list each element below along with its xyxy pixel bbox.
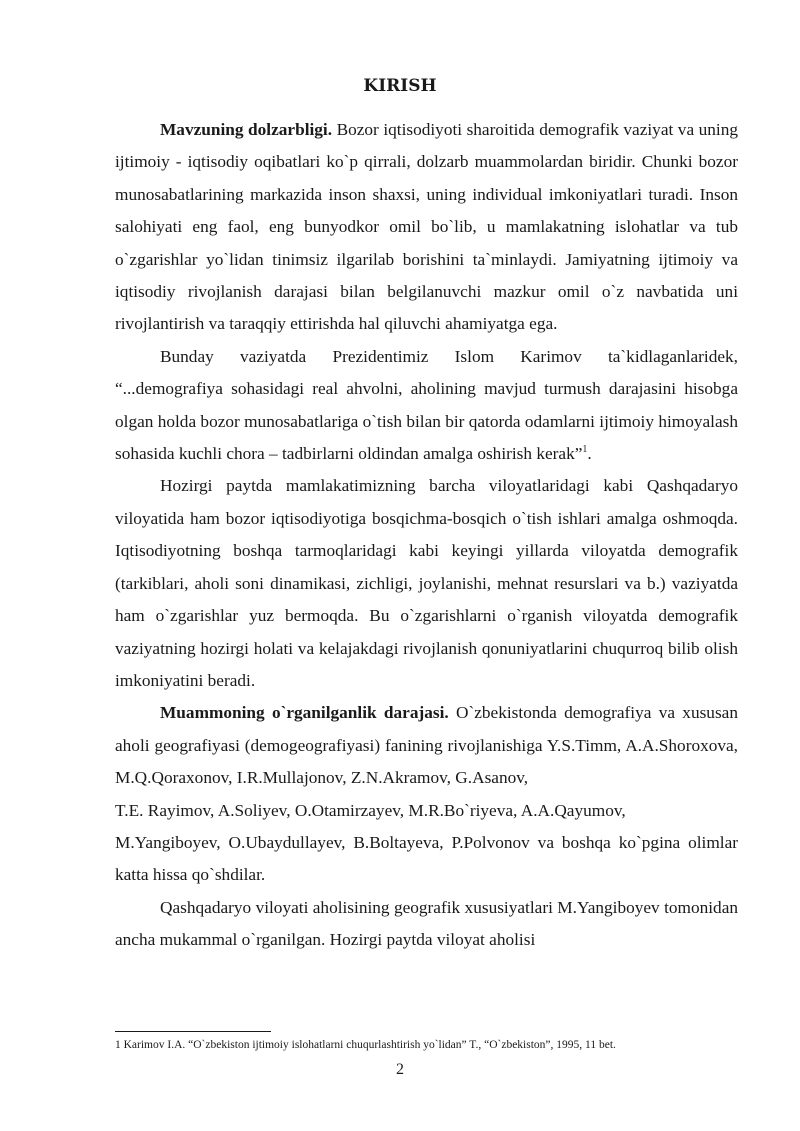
paragraph-line: M.Yangiboyev, O.Ubaydullayev, B.Boltayeva, P.Polvonov va boshqa ko`pgina olimlar katta hissa qo`shdilar. (115, 832, 738, 885)
paragraph-text: Bozor iqtisodiyoti sharoitida demografik vaziyat va uning ijtimoiy - iqtisodiy oqibatlari ko`p qirrali, dolzarb muammolardan biridir. Chunki bozor munosabatlarining markazida inson shaxsi, uning individual imkoniyatlari turadi. Inson salohiyati eng faol, eng bunyodkor omil bo`lib, u mamlakatning islohatlar va tub o`zgarishlar yo`lidan tinimsiz ilgarilab borishini ta`minlaydi. Jamiyatning ijtimoiy va iqtisodiy rivojlanish darajasi bilan belgilanuvchi mazkur omil o`z navbatida uni rivojlantirish va taraqqiy ettirishda hal qiluvchi ahamiyatga ega. (115, 120, 738, 334)
paragraph-text: Hozirgi paytda mamlakatimizning barcha viloyatlaridagi kabi Qashqadaryo viloyatida ham bozor iqtisodiyotiga bosqichma-bosqich o`tish ishlari amalga oshmoqda. Iqtisodiyotning boshqa tarmoqlaridagi kabi keyingi yillarda viloyatda demografik (tarkiblari, aholi soni dinamikasi, zichligi, joylanishi, mehnat resurslari va b.) vaziyatda ham o`zgarishlar yuz bermoqda. Bu o`zgarishlarni o`rganish viloyatda demografik vaziyatning hozirgi holati va kelajakdagi rivojlanish qonuniyatlarini chuqurroq bilib olish imkoniyatini beradi. (115, 476, 738, 690)
paragraph-current-situation (115, 470, 738, 697)
body-text (115, 114, 738, 957)
paragraph-lead: Muammoning o`rganilganlik darajasi. (160, 703, 449, 723)
paragraph-lead: Mavzuning dolzarbligi. (160, 120, 333, 139)
paragraph-line: T.E. Rayimov, A.Soliyev, O.Otamirzayev, M.R.Bo`riyeva, A.A.Qayumov, (115, 800, 626, 820)
paragraph-text: O`zbekistonda demografiya va xususan aholi geografiyasi (demogeografiyasi) fanining rivojlanishiga Y.S.Timm, A.A.Shoroxova, M.Q.Qoraxonov, I.R.Mullajonov, Z.N.Akramov, G.Asanov, (115, 703, 738, 788)
footnote-separator (115, 1031, 271, 1032)
footnote: 1 Karimov I.A. “O`zbekiston ijtimoiy islohatlarni chuqurlashtirish yo`lidan” T., “O`zbekiston”, 1995, 11 bet. (115, 1039, 616, 1051)
paragraph-end: . (587, 444, 592, 464)
page-number: 2 (396, 1061, 404, 1078)
footnote-reference: 1 (582, 444, 588, 456)
paragraph-text: Qashqadaryo viloyati aholisining geografik xususiyatlari M.Yangiboyev tomonidan ancha mukammal o`rganilgan. Hozirgi paytda viloyat aholisi (115, 897, 738, 950)
paragraph-relevance (115, 114, 738, 341)
paragraph-qashqadaryo (115, 892, 738, 957)
paragraph-study-level (115, 697, 738, 891)
paragraph-text: Bunday vaziyatda Prezidentimiz Islom Karimov ta`kidlaganlaridek, “...demografiya sohasidagi real ahvolni, aholining mavjud turmush darajasini hisobga olgan holda bozor munosabatlariga o`tish bilan bir qatorda odamlarni ijtimoiy himoyalash sohasida kuchli chora – tadbirlarni oldindan amalga oshirish kerak” (115, 346, 738, 464)
paragraph-quote (115, 341, 738, 471)
page-title: KIRISH (363, 76, 437, 96)
